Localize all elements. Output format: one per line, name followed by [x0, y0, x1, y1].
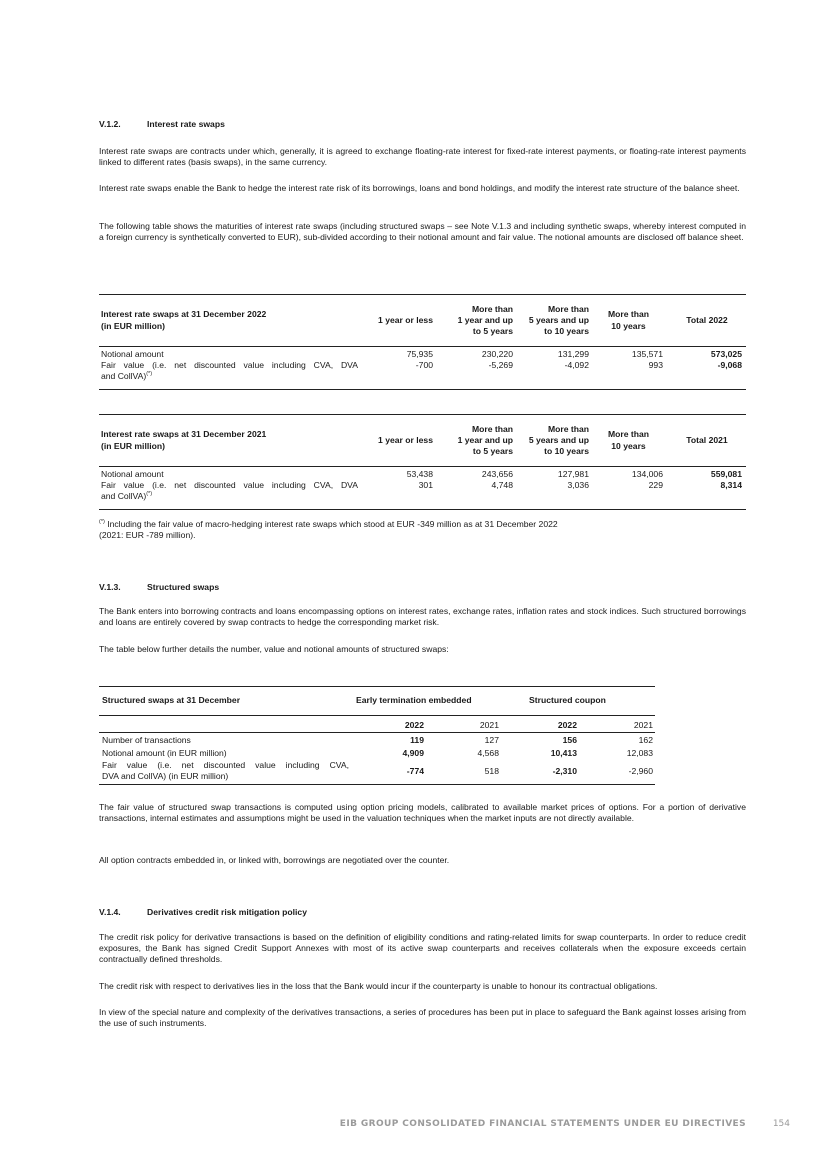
- cell-value: 127,981: [557, 469, 589, 479]
- cell-value: 993: [589, 360, 668, 389]
- column-header-line: More than: [547, 303, 589, 314]
- table-row: [99, 360, 746, 389]
- cell-value: 229: [589, 480, 668, 509]
- row-label: [99, 760, 349, 784]
- section-title: Interest rate swaps: [147, 119, 225, 129]
- cell-value: -774: [349, 760, 424, 784]
- paragraph: The credit risk policy for derivative transactions is based on the definition of eligibility conditions and rating-related limits for swap counterparts. In order to reduce credit exposures, the Bank has signed Credit Support Annexes with most of its active swap counterparts and receives collaterals when the exposure exceeds certain contractually defined thresholds.: [99, 932, 746, 965]
- column-header: Total 2022: [668, 295, 746, 347]
- column-header-line: to 10 years: [544, 326, 589, 337]
- section-heading-credit-risk: [99, 907, 746, 918]
- column-header: Total 2021: [668, 415, 746, 467]
- footnote-text: Including the fair value of macro-hedging interest rate swaps which stood at EUR -349 million as at 31 December 2022: [104, 519, 558, 529]
- column-header: [589, 415, 668, 467]
- cell-value: -5,269: [437, 360, 513, 389]
- table-title: Structured swaps at 31 December: [99, 687, 349, 716]
- row-label-line: Fair value (i.e. net discounted value including CVA, DVA: [101, 480, 358, 491]
- interest-rate-swaps-2021-table: [99, 414, 746, 510]
- column-header-line: 5 years and up: [528, 314, 589, 325]
- cell-value: 518: [424, 760, 499, 784]
- table-row: [99, 746, 655, 760]
- row-label: Notional amount (in EUR million): [102, 747, 227, 758]
- column-header: 1 year or less: [358, 295, 437, 347]
- year-header: 2021: [577, 716, 655, 733]
- row-label: Notional amount: [101, 469, 164, 479]
- cell-value: 4,568: [477, 747, 499, 758]
- cell-total: -9,068: [668, 360, 746, 389]
- cell-value: 3,036: [513, 480, 589, 509]
- row-label-text: and CollVA): [101, 371, 147, 382]
- table-subtitle: (in EUR million): [101, 320, 165, 331]
- paragraph: The table below further details the number, value and notional amounts of structured swaps:: [99, 644, 449, 654]
- cell-value: 156: [562, 735, 577, 745]
- row-label-line: Fair value (i.e. net discounted value including CVA, DVA: [101, 360, 358, 371]
- column-header-line: More than: [471, 423, 513, 434]
- footnote-line: [99, 519, 746, 530]
- column-header: [513, 415, 589, 467]
- section-title: Structured swaps: [147, 582, 220, 592]
- column-header-line: 1 year and up: [457, 314, 513, 325]
- row-label: [99, 480, 358, 509]
- section-number: V.1.4.: [99, 907, 121, 917]
- structured-swaps-table: [99, 686, 655, 785]
- table-title-cell: [99, 415, 358, 467]
- cell-value: 127: [484, 735, 499, 745]
- footnote-marker: (*): [146, 491, 153, 498]
- table-title: Interest rate swaps at 31 December 2021: [101, 429, 267, 440]
- table-header-row: [99, 415, 746, 467]
- cell-value: 230,220: [481, 349, 513, 359]
- column-group-header: Early termination embedded: [349, 687, 499, 716]
- cell-value: 135,571: [631, 349, 663, 359]
- page-footer: [0, 1119, 825, 1133]
- cell-total: 8,314: [668, 480, 746, 509]
- column-header: 1 year or less: [358, 415, 437, 467]
- cell-value: -4,092: [513, 360, 589, 389]
- footnote-marker: (*): [99, 519, 105, 526]
- section-heading-structured-swaps: [99, 582, 746, 593]
- column-header: [589, 295, 668, 347]
- row-label: Notional amount: [101, 349, 164, 359]
- paragraph: The following table shows the maturities of interest rate swaps (including structured swaps – see Note V.1.3 and including synthetic swaps, whereby interest computed in a foreign currency is synthetically converted to EUR), sub-divided according to their notional amount and fair value. The notional amounts are disclosed off balance sheet.: [99, 221, 746, 243]
- row-label-line: [101, 491, 358, 502]
- column-header: [437, 415, 513, 467]
- table-row: [99, 347, 746, 361]
- cell-value: 4,909: [402, 747, 424, 758]
- column-header: [437, 295, 513, 347]
- column-header-line: to 5 years: [472, 326, 513, 337]
- row-label: [99, 360, 358, 389]
- section-title: Derivatives credit risk mitigation policy: [147, 907, 307, 917]
- interest-rate-swaps-2022-table: [99, 294, 746, 390]
- page-number: 154: [772, 1119, 790, 1129]
- cell-value: 10,413: [550, 747, 577, 758]
- table-row: [99, 760, 655, 784]
- cell-value: 12,083: [626, 747, 653, 758]
- column-header-line: More than: [607, 309, 650, 320]
- column-header-line: 10 years: [611, 320, 646, 331]
- section-number: V.1.2.: [99, 119, 121, 129]
- column-group-header: Structured coupon: [499, 687, 655, 716]
- cell-value: 75,935: [406, 349, 433, 359]
- table-title-cell: [99, 295, 358, 347]
- paragraph: The fair value of structured swap transactions is computed using option pricing models, calibrated to available market prices of options. For a portion of derivative transactions, internal estimates and assumptions might be used in the valuation techniques when the market inputs are not directly available.: [99, 802, 746, 824]
- paragraph: The credit risk with respect to derivatives lies in the loss that the Bank would incur if the counterparty is unable to honour its contractual obligations.: [99, 981, 658, 991]
- year-header: 2021: [424, 716, 499, 733]
- column-header-line: 5 years and up: [528, 434, 589, 445]
- column-header-line: More than: [471, 303, 513, 314]
- column-header: [513, 295, 589, 347]
- cell-value: 131,299: [557, 349, 589, 359]
- paragraph: All option contracts embedded in, or linked with, borrowings are negotiated over the counter.: [99, 855, 450, 865]
- year-header: 2022: [499, 716, 577, 733]
- cell-value: 119: [410, 735, 424, 745]
- footnote-line: (2021: EUR -789 million).: [99, 530, 196, 541]
- row-label: Number of transactions: [102, 735, 191, 745]
- footer-title: EIB GROUP CONSOLIDATED FINANCIAL STATEMENTS UNDER EU DIRECTIVES: [339, 1119, 746, 1129]
- column-header-line: More than: [547, 423, 589, 434]
- paragraph: Interest rate swaps enable the Bank to hedge the interest rate risk of its borrowings, loans and bond holdings, and modify the interest rate structure of the balance sheet.: [99, 183, 740, 193]
- cell-value: 243,656: [481, 469, 513, 479]
- table-subtitle: (in EUR million): [101, 440, 165, 451]
- empty-cell: [99, 716, 349, 733]
- cell-value: 4,748: [437, 480, 513, 509]
- row-label-line: DVA and CollVA) (in EUR million): [102, 771, 229, 782]
- section-heading-interest-rate-swaps: [99, 119, 746, 130]
- table-row: [99, 733, 655, 747]
- row-label-text: and CollVA): [101, 491, 147, 502]
- table-header-row: [99, 687, 655, 716]
- paragraph: In view of the special nature and complexity of the derivatives transactions, a series of procedures has been put in place to safeguard the Bank against losses arising from the use of such instruments.: [99, 1007, 746, 1029]
- year-header: 2022: [349, 716, 424, 733]
- cell-value: 53,438: [406, 469, 433, 479]
- table-row: [99, 467, 746, 481]
- column-header-line: 1 year and up: [457, 434, 513, 445]
- table-row: [99, 480, 746, 509]
- table-header-row: [99, 295, 746, 347]
- table-year-row: [99, 716, 655, 733]
- paragraph: The Bank enters into borrowing contracts and loans encompassing options on interest rates, exchange rates, inflation rates and stock indices. Such structured borrowings and loans are entirely covered by swap contracts to hedge the corresponding market risk.: [99, 606, 746, 628]
- paragraph: Interest rate swaps are contracts under which, generally, it is agreed to exchange floating-rate interest for fixed-rate interest payments, or floating-rate interest payments linked to different rates (basis swaps), in the same currency.: [99, 146, 746, 168]
- cell-total: 559,081: [710, 469, 742, 479]
- row-label-line: [101, 371, 358, 382]
- table-footnote: [99, 519, 746, 541]
- cell-value: -700: [358, 360, 437, 389]
- cell-value: 162: [638, 735, 653, 745]
- cell-value: -2,960: [577, 760, 655, 784]
- cell-value: 134,006: [631, 469, 663, 479]
- cell-value: 301: [358, 480, 437, 509]
- section-number: V.1.3.: [99, 582, 121, 592]
- cell-total: 573,025: [710, 349, 742, 359]
- column-header-line: More than: [607, 429, 650, 440]
- footnote-marker: (*): [146, 371, 153, 378]
- table-title: Interest rate swaps at 31 December 2022: [101, 309, 267, 320]
- cell-value: -2,310: [499, 760, 577, 784]
- column-header-line: to 10 years: [544, 446, 589, 457]
- column-header-line: to 5 years: [472, 446, 513, 457]
- column-header-line: 10 years: [611, 440, 646, 451]
- row-label-line: Fair value (i.e. net discounted value including CVA,: [102, 760, 349, 771]
